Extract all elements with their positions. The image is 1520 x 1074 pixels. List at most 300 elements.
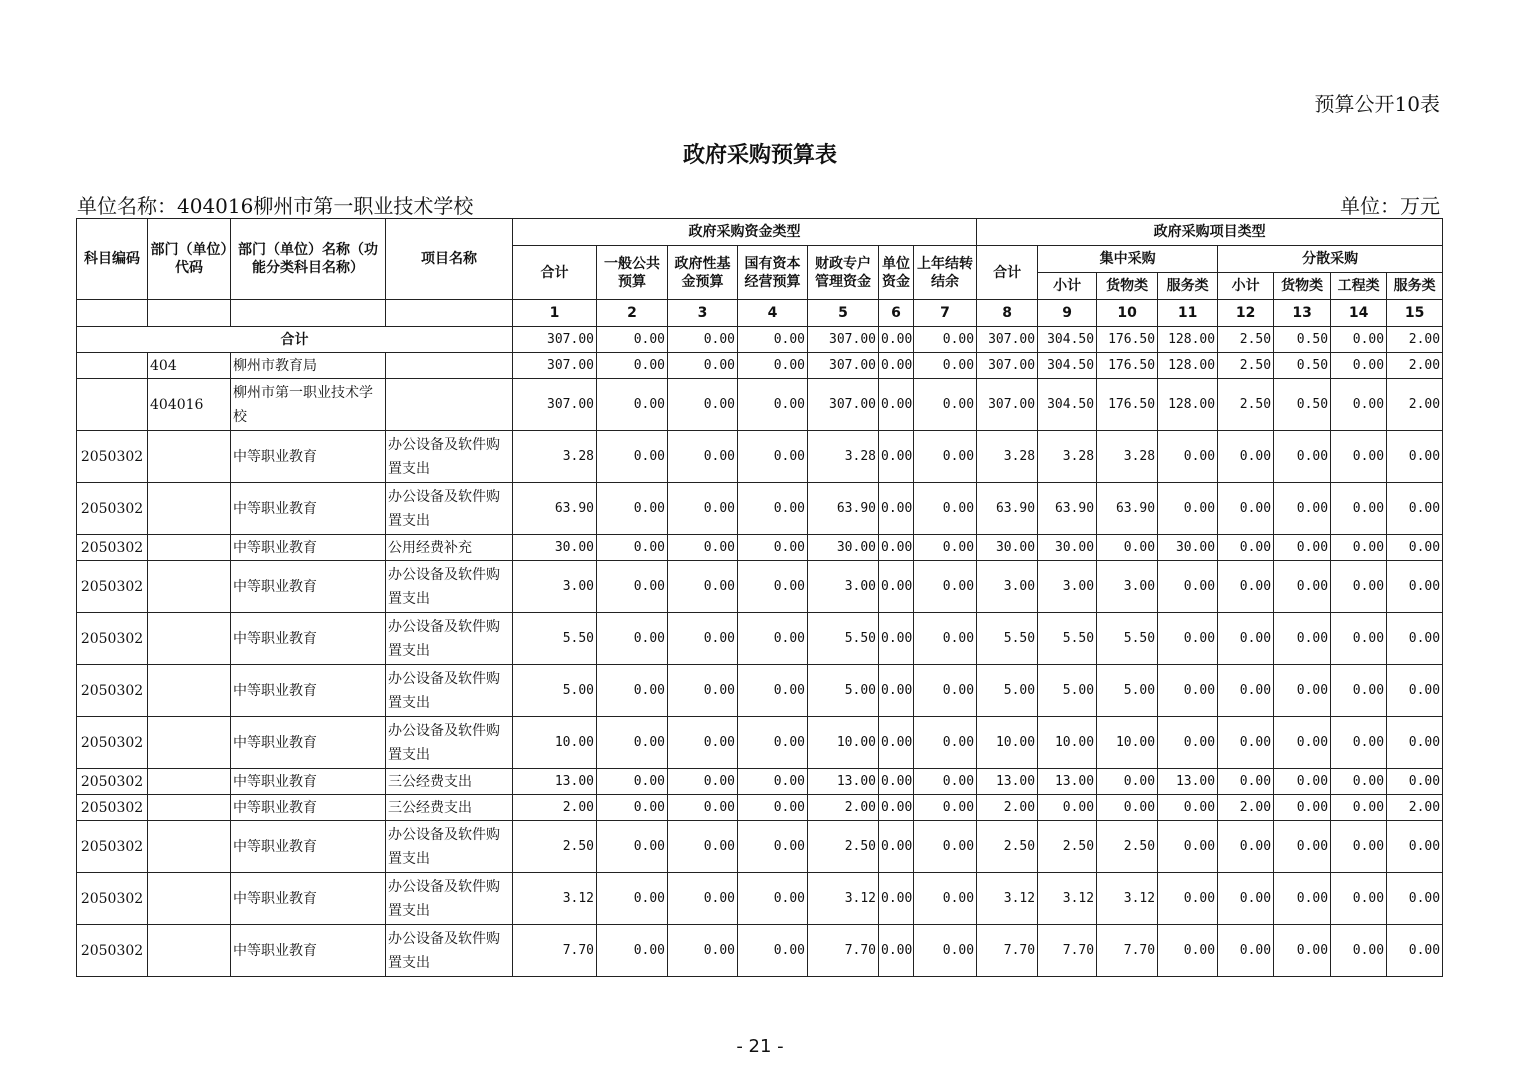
value-cell: 0.00 xyxy=(879,717,914,769)
value-cell: 0.00 xyxy=(738,821,808,873)
table-row xyxy=(77,431,1443,483)
value-cell: 0.00 xyxy=(668,795,738,821)
value-cell: 0.00 xyxy=(1387,431,1443,483)
col-dispersed-engineering: 工程类 xyxy=(1331,273,1387,300)
col-dept-code: 部门（单位）代码 xyxy=(148,219,231,300)
dept-code-cell xyxy=(148,795,231,821)
value-cell: 0.00 xyxy=(914,535,977,561)
value-cell: 0.00 xyxy=(1274,873,1331,925)
value-cell: 0.00 xyxy=(738,431,808,483)
value-cell: 3.28 xyxy=(513,431,597,483)
value-cell: 3.00 xyxy=(1038,561,1097,613)
value-cell: 0.00 xyxy=(597,665,668,717)
col-dispersed-goods: 货物类 xyxy=(1274,273,1331,300)
index-cell: 6 xyxy=(879,300,914,327)
value-cell: 0.00 xyxy=(1331,821,1387,873)
col-special-account-fund: 财政专户管理资金 xyxy=(808,246,879,300)
dept-name-cell: 中等职业教育 xyxy=(231,821,386,873)
project-name-cell: 办公设备及软件购置支出 xyxy=(386,561,513,613)
index-cell: 13 xyxy=(1274,300,1331,327)
value-cell: 5.00 xyxy=(1038,665,1097,717)
value-cell: 0.00 xyxy=(1274,561,1331,613)
value-cell: 307.00 xyxy=(513,379,597,431)
value-cell: 2.00 xyxy=(1387,379,1443,431)
dept-name-cell: 中等职业教育 xyxy=(231,925,386,977)
col-dispersed-service: 服务类 xyxy=(1387,273,1443,300)
value-cell: 0.00 xyxy=(738,665,808,717)
value-cell: 0.00 xyxy=(1387,717,1443,769)
value-cell: 0.00 xyxy=(738,925,808,977)
value-cell: 0.00 xyxy=(1218,873,1274,925)
subject-code-cell xyxy=(77,353,148,379)
value-cell: 30.00 xyxy=(808,535,879,561)
summary-cell: 0.50 xyxy=(1274,327,1331,353)
table-row xyxy=(77,769,1443,795)
value-cell: 0.00 xyxy=(738,613,808,665)
summary-cell: 128.00 xyxy=(1158,327,1218,353)
value-cell: 63.90 xyxy=(1038,483,1097,535)
value-cell: 13.00 xyxy=(977,769,1038,795)
value-cell: 2.50 xyxy=(808,821,879,873)
value-cell: 7.70 xyxy=(808,925,879,977)
table-row xyxy=(77,379,1443,431)
table-code-label: 预算公开10表 xyxy=(1314,92,1440,116)
summary-cell: 0.00 xyxy=(668,327,738,353)
value-cell: 7.70 xyxy=(513,925,597,977)
value-cell: 0.00 xyxy=(1158,483,1218,535)
value-cell: 0.00 xyxy=(668,561,738,613)
value-cell: 307.00 xyxy=(977,379,1038,431)
value-cell: 0.00 xyxy=(1158,873,1218,925)
value-cell: 0.00 xyxy=(597,925,668,977)
value-cell: 5.50 xyxy=(1038,613,1097,665)
value-cell: 2.50 xyxy=(1218,379,1274,431)
index-cell: 11 xyxy=(1158,300,1218,327)
value-cell: 2.50 xyxy=(977,821,1038,873)
summary-cell: 2.50 xyxy=(1218,327,1274,353)
subject-code-cell: 2050302 xyxy=(77,561,148,613)
value-cell: 0.00 xyxy=(879,769,914,795)
dept-name-cell: 中等职业教育 xyxy=(231,873,386,925)
value-cell: 307.00 xyxy=(513,353,597,379)
value-cell: 128.00 xyxy=(1158,353,1218,379)
index-cell: 12 xyxy=(1218,300,1274,327)
value-cell: 30.00 xyxy=(1038,535,1097,561)
value-cell: 0.00 xyxy=(1387,821,1443,873)
value-cell: 5.00 xyxy=(977,665,1038,717)
col-total-2: 合计 xyxy=(977,246,1038,300)
value-cell: 0.00 xyxy=(1387,873,1443,925)
project-name-cell xyxy=(386,353,513,379)
value-cell: 0.00 xyxy=(597,379,668,431)
value-cell: 2.50 xyxy=(1097,821,1158,873)
col-central-goods: 货物类 xyxy=(1097,273,1158,300)
dept-name-cell: 中等职业教育 xyxy=(231,535,386,561)
value-cell: 0.00 xyxy=(1158,717,1218,769)
value-cell: 0.00 xyxy=(668,769,738,795)
value-cell: 0.00 xyxy=(879,821,914,873)
value-cell: 0.00 xyxy=(668,925,738,977)
dept-code-cell xyxy=(148,665,231,717)
value-cell: 0.00 xyxy=(914,561,977,613)
value-cell: 176.50 xyxy=(1097,353,1158,379)
table-row xyxy=(77,665,1443,717)
value-cell: 63.90 xyxy=(977,483,1038,535)
value-cell: 0.00 xyxy=(738,353,808,379)
value-cell: 0.00 xyxy=(1038,795,1097,821)
col-gov-fund-budget: 政府性基金预算 xyxy=(668,246,738,300)
value-cell: 0.00 xyxy=(597,483,668,535)
value-cell: 0.00 xyxy=(1387,561,1443,613)
value-cell: 10.00 xyxy=(1038,717,1097,769)
value-cell: 63.90 xyxy=(1097,483,1158,535)
value-cell: 0.00 xyxy=(1274,483,1331,535)
value-cell: 3.12 xyxy=(977,873,1038,925)
value-cell: 3.28 xyxy=(977,431,1038,483)
value-cell: 0.00 xyxy=(668,665,738,717)
summary-cell: 0.00 xyxy=(738,327,808,353)
value-cell: 0.00 xyxy=(597,353,668,379)
currency-unit-label: 单位：万元 xyxy=(1340,194,1440,218)
value-cell: 0.00 xyxy=(914,795,977,821)
dept-code-cell xyxy=(148,535,231,561)
value-cell: 0.00 xyxy=(1097,769,1158,795)
value-cell: 0.00 xyxy=(1331,379,1387,431)
value-cell: 5.50 xyxy=(808,613,879,665)
value-cell: 0.00 xyxy=(914,925,977,977)
value-cell: 0.00 xyxy=(668,483,738,535)
value-cell: 0.00 xyxy=(597,821,668,873)
dept-name-cell: 中等职业教育 xyxy=(231,769,386,795)
value-cell: 0.00 xyxy=(1158,431,1218,483)
project-name-cell: 办公设备及软件购置支出 xyxy=(386,821,513,873)
group-dispersed-procurement: 分散采购 xyxy=(1218,246,1443,273)
value-cell: 10.00 xyxy=(808,717,879,769)
value-cell: 5.50 xyxy=(513,613,597,665)
value-cell: 0.00 xyxy=(1387,613,1443,665)
value-cell: 0.00 xyxy=(879,665,914,717)
project-name-cell: 办公设备及软件购置支出 xyxy=(386,717,513,769)
value-cell: 0.00 xyxy=(1331,535,1387,561)
value-cell: 0.00 xyxy=(1331,613,1387,665)
summary-cell: 0.00 xyxy=(597,327,668,353)
value-cell: 3.12 xyxy=(513,873,597,925)
value-cell: 3.00 xyxy=(513,561,597,613)
value-cell: 0.00 xyxy=(668,353,738,379)
subject-code-cell: 2050302 xyxy=(77,873,148,925)
project-name-cell: 三公经费支出 xyxy=(386,769,513,795)
value-cell: 5.00 xyxy=(513,665,597,717)
value-cell: 307.00 xyxy=(808,379,879,431)
value-cell: 0.00 xyxy=(668,535,738,561)
value-cell: 0.00 xyxy=(1274,795,1331,821)
value-cell: 0.00 xyxy=(1274,535,1331,561)
project-name-cell xyxy=(386,379,513,431)
dept-code-cell: 404016 xyxy=(148,379,231,431)
table-row xyxy=(77,613,1443,665)
value-cell: 0.00 xyxy=(668,873,738,925)
value-cell: 0.00 xyxy=(1218,821,1274,873)
value-cell: 0.00 xyxy=(1274,769,1331,795)
value-cell: 0.00 xyxy=(738,717,808,769)
summary-cell: 0.00 xyxy=(914,327,977,353)
dept-name-cell: 中等职业教育 xyxy=(231,431,386,483)
table-row xyxy=(77,483,1443,535)
value-cell: 0.00 xyxy=(597,717,668,769)
project-name-cell: 办公设备及软件购置支出 xyxy=(386,483,513,535)
procurement-budget-table xyxy=(76,218,1443,977)
value-cell: 0.00 xyxy=(1274,925,1331,977)
subject-code-cell xyxy=(77,379,148,431)
subject-code-cell: 2050302 xyxy=(77,925,148,977)
value-cell: 0.00 xyxy=(1218,665,1274,717)
index-row xyxy=(77,300,1443,327)
value-cell: 0.00 xyxy=(597,873,668,925)
table-row xyxy=(77,795,1443,821)
value-cell: 0.00 xyxy=(1218,483,1274,535)
value-cell: 0.00 xyxy=(1331,925,1387,977)
value-cell: 2.00 xyxy=(1387,353,1443,379)
value-cell: 13.00 xyxy=(1038,769,1097,795)
value-cell: 0.00 xyxy=(1274,665,1331,717)
value-cell: 0.00 xyxy=(879,431,914,483)
subject-code-cell: 2050302 xyxy=(77,431,148,483)
dept-code-cell xyxy=(148,873,231,925)
value-cell: 0.00 xyxy=(1158,561,1218,613)
summary-cell: 307.00 xyxy=(808,327,879,353)
value-cell: 3.00 xyxy=(1097,561,1158,613)
col-dispersed-subtotal: 小计 xyxy=(1218,273,1274,300)
index-cell: 1 xyxy=(513,300,597,327)
value-cell: 0.00 xyxy=(1274,431,1331,483)
value-cell: 0.00 xyxy=(668,821,738,873)
project-name-cell: 办公设备及软件购置支出 xyxy=(386,665,513,717)
value-cell: 0.00 xyxy=(879,483,914,535)
value-cell: 0.00 xyxy=(1158,795,1218,821)
value-cell: 10.00 xyxy=(1097,717,1158,769)
col-central-service: 服务类 xyxy=(1158,273,1218,300)
page-number: - 21 - xyxy=(736,1036,784,1057)
value-cell: 0.00 xyxy=(1274,821,1331,873)
index-cell: 5 xyxy=(808,300,879,327)
value-cell: 0.00 xyxy=(1218,431,1274,483)
dept-name-cell: 中等职业教育 xyxy=(231,665,386,717)
value-cell: 0.00 xyxy=(668,613,738,665)
subject-code-cell: 2050302 xyxy=(77,717,148,769)
project-name-cell: 办公设备及软件购置支出 xyxy=(386,613,513,665)
value-cell: 3.12 xyxy=(1097,873,1158,925)
project-name-cell: 三公经费支出 xyxy=(386,795,513,821)
value-cell: 0.00 xyxy=(738,561,808,613)
value-cell: 0.00 xyxy=(1274,717,1331,769)
value-cell: 10.00 xyxy=(513,717,597,769)
table-row xyxy=(77,535,1443,561)
dept-name-cell: 中等职业教育 xyxy=(231,795,386,821)
value-cell: 0.00 xyxy=(879,535,914,561)
dept-code-cell xyxy=(148,717,231,769)
value-cell: 5.00 xyxy=(808,665,879,717)
index-cell: 14 xyxy=(1331,300,1387,327)
value-cell: 0.00 xyxy=(1274,613,1331,665)
dept-code-cell xyxy=(148,431,231,483)
value-cell: 2.50 xyxy=(513,821,597,873)
value-cell: 0.00 xyxy=(879,795,914,821)
dept-code-cell: 404 xyxy=(148,353,231,379)
value-cell: 5.50 xyxy=(977,613,1038,665)
value-cell: 0.00 xyxy=(1331,561,1387,613)
summary-cell: 176.50 xyxy=(1097,327,1158,353)
value-cell: 0.00 xyxy=(597,561,668,613)
value-cell: 13.00 xyxy=(1158,769,1218,795)
dept-code-cell xyxy=(148,561,231,613)
value-cell: 3.28 xyxy=(1097,431,1158,483)
value-cell: 0.00 xyxy=(1158,925,1218,977)
value-cell: 3.28 xyxy=(1038,431,1097,483)
value-cell: 5.00 xyxy=(1097,665,1158,717)
index-cell: 9 xyxy=(1038,300,1097,327)
index-cell: 2 xyxy=(597,300,668,327)
value-cell: 0.00 xyxy=(914,353,977,379)
value-cell: 3.00 xyxy=(808,561,879,613)
value-cell: 0.00 xyxy=(914,821,977,873)
value-cell: 0.00 xyxy=(597,795,668,821)
table-row xyxy=(77,821,1443,873)
index-cell: 7 xyxy=(914,300,977,327)
subject-code-cell: 2050302 xyxy=(77,665,148,717)
col-state-capital-budget: 国有资本经营预算 xyxy=(738,246,808,300)
value-cell: 0.00 xyxy=(1387,769,1443,795)
value-cell: 0.00 xyxy=(1387,535,1443,561)
value-cell: 0.00 xyxy=(879,353,914,379)
value-cell: 0.00 xyxy=(914,613,977,665)
col-central-subtotal: 小计 xyxy=(1038,273,1097,300)
page-title: 政府采购预算表 xyxy=(682,143,837,168)
value-cell: 0.00 xyxy=(1331,665,1387,717)
summary-label: 合计 xyxy=(77,327,513,353)
value-cell: 0.00 xyxy=(597,613,668,665)
subject-code-cell: 2050302 xyxy=(77,613,148,665)
table-row xyxy=(77,925,1443,977)
project-name-cell: 公用经费补充 xyxy=(386,535,513,561)
value-cell: 304.50 xyxy=(1038,353,1097,379)
dept-code-cell xyxy=(148,769,231,795)
index-cell: 4 xyxy=(738,300,808,327)
value-cell: 0.00 xyxy=(1218,717,1274,769)
col-subject-code: 科目编码 xyxy=(77,219,148,300)
value-cell: 3.12 xyxy=(808,873,879,925)
value-cell: 30.00 xyxy=(1158,535,1218,561)
value-cell: 7.70 xyxy=(1097,925,1158,977)
value-cell: 0.00 xyxy=(668,431,738,483)
value-cell: 0.00 xyxy=(914,873,977,925)
index-cell: 8 xyxy=(977,300,1038,327)
dept-name-cell: 柳州市教育局 xyxy=(231,353,386,379)
value-cell: 0.00 xyxy=(914,665,977,717)
table-row xyxy=(77,873,1443,925)
value-cell: 0.00 xyxy=(879,873,914,925)
value-cell: 0.00 xyxy=(914,431,977,483)
value-cell: 3.28 xyxy=(808,431,879,483)
summary-cell: 0.00 xyxy=(879,327,914,353)
project-name-cell: 办公设备及软件购置支出 xyxy=(386,431,513,483)
dept-code-cell xyxy=(148,925,231,977)
value-cell: 0.00 xyxy=(914,769,977,795)
subject-code-cell: 2050302 xyxy=(77,483,148,535)
value-cell: 0.00 xyxy=(1218,561,1274,613)
unit-name-label: 单位名称：404016柳州市第一职业技术学校 xyxy=(77,194,474,218)
value-cell: 0.50 xyxy=(1274,379,1331,431)
value-cell: 0.00 xyxy=(1218,613,1274,665)
summary-cell: 0.00 xyxy=(1331,327,1387,353)
value-cell: 0.00 xyxy=(914,483,977,535)
value-cell: 3.12 xyxy=(1038,873,1097,925)
value-cell: 0.00 xyxy=(1331,431,1387,483)
value-cell: 63.90 xyxy=(513,483,597,535)
value-cell: 0.00 xyxy=(1331,483,1387,535)
group-fund-type: 政府采购资金类型 xyxy=(513,219,977,246)
value-cell: 0.00 xyxy=(738,379,808,431)
value-cell: 176.50 xyxy=(1097,379,1158,431)
value-cell: 0.00 xyxy=(1387,483,1443,535)
value-cell: 0.00 xyxy=(1158,821,1218,873)
group-project-type: 政府采购项目类型 xyxy=(977,219,1443,246)
value-cell: 0.00 xyxy=(668,717,738,769)
col-project-name: 项目名称 xyxy=(386,219,513,300)
value-cell: 2.00 xyxy=(808,795,879,821)
dept-code-cell xyxy=(148,613,231,665)
value-cell: 0.00 xyxy=(879,379,914,431)
value-cell: 307.00 xyxy=(977,353,1038,379)
value-cell: 128.00 xyxy=(1158,379,1218,431)
value-cell: 0.00 xyxy=(1097,535,1158,561)
summary-cell: 304.50 xyxy=(1038,327,1097,353)
value-cell: 0.00 xyxy=(914,717,977,769)
table-row xyxy=(77,717,1443,769)
value-cell: 0.00 xyxy=(597,535,668,561)
col-total: 合计 xyxy=(513,246,597,300)
value-cell: 304.50 xyxy=(1038,379,1097,431)
dept-name-cell: 柳州市第一职业技术学校 xyxy=(231,379,386,431)
value-cell: 0.00 xyxy=(738,483,808,535)
subject-code-cell: 2050302 xyxy=(77,769,148,795)
col-carryover: 上年结转结余 xyxy=(914,246,977,300)
summary-cell: 307.00 xyxy=(513,327,597,353)
summary-cell: 307.00 xyxy=(977,327,1038,353)
value-cell: 0.50 xyxy=(1274,353,1331,379)
index-cell: 15 xyxy=(1387,300,1443,327)
value-cell: 2.00 xyxy=(513,795,597,821)
value-cell: 2.50 xyxy=(1218,353,1274,379)
summary-cell: 2.00 xyxy=(1387,327,1443,353)
value-cell: 3.00 xyxy=(977,561,1038,613)
value-cell: 2.00 xyxy=(977,795,1038,821)
value-cell: 13.00 xyxy=(513,769,597,795)
summary-row xyxy=(77,327,1443,353)
dept-name-cell: 中等职业教育 xyxy=(231,717,386,769)
value-cell: 30.00 xyxy=(977,535,1038,561)
value-cell: 7.70 xyxy=(1038,925,1097,977)
value-cell: 0.00 xyxy=(879,613,914,665)
value-cell: 0.00 xyxy=(738,535,808,561)
value-cell: 0.00 xyxy=(738,873,808,925)
value-cell: 2.00 xyxy=(1387,795,1443,821)
value-cell: 13.00 xyxy=(808,769,879,795)
value-cell: 0.00 xyxy=(1097,795,1158,821)
index-cell: 3 xyxy=(668,300,738,327)
group-central-procurement: 集中采购 xyxy=(1038,246,1218,273)
project-name-cell: 办公设备及软件购置支出 xyxy=(386,925,513,977)
project-name-cell: 办公设备及软件购置支出 xyxy=(386,873,513,925)
